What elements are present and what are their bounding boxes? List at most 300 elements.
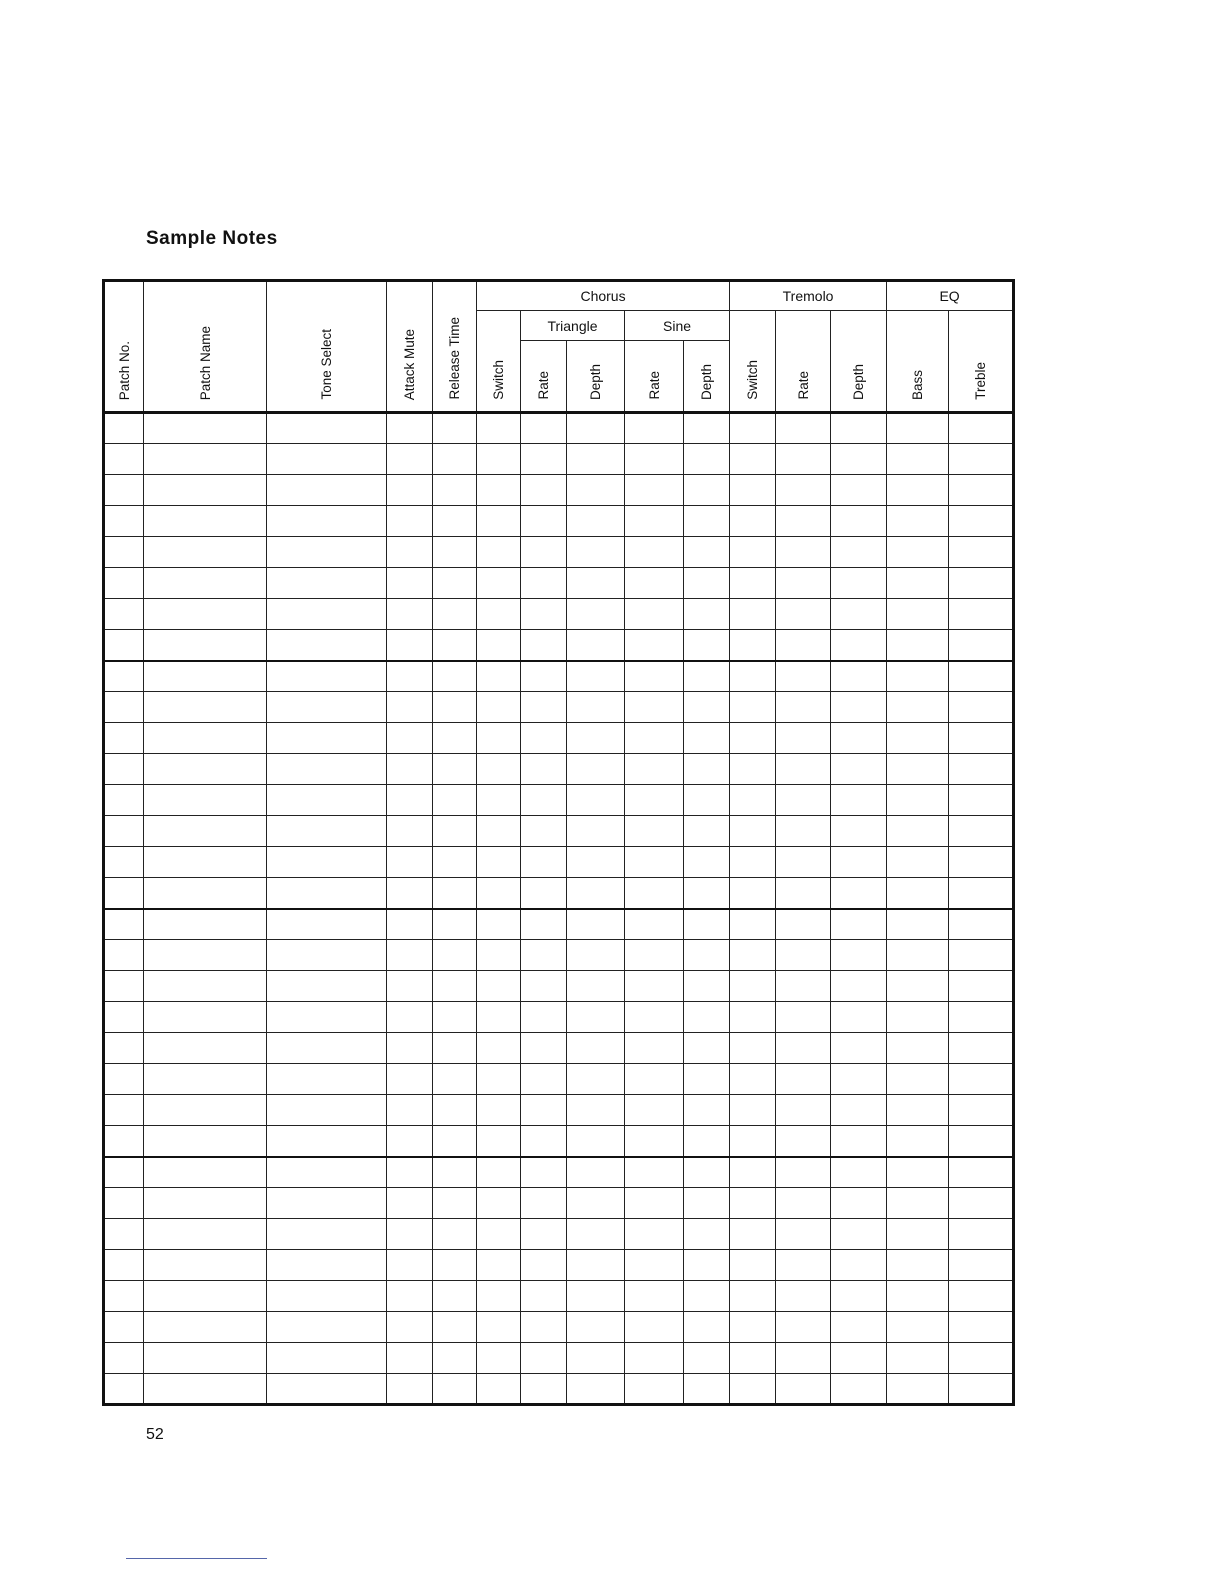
entry-cell[interactable]	[104, 692, 144, 723]
entry-cell[interactable]	[144, 599, 267, 630]
entry-cell[interactable]	[730, 1188, 776, 1219]
entry-cell[interactable]	[730, 599, 776, 630]
entry-cell[interactable]	[831, 1002, 887, 1033]
entry-cell[interactable]	[521, 754, 567, 785]
entry-cell[interactable]	[433, 1188, 477, 1219]
entry-cell[interactable]	[144, 537, 267, 568]
entry-cell[interactable]	[567, 537, 625, 568]
entry-cell[interactable]	[831, 940, 887, 971]
entry-cell[interactable]	[625, 1281, 684, 1312]
entry-cell[interactable]	[625, 1343, 684, 1374]
entry-cell[interactable]	[521, 599, 567, 630]
entry-cell[interactable]	[684, 1374, 730, 1405]
entry-cell[interactable]	[521, 1157, 567, 1188]
entry-cell[interactable]	[433, 940, 477, 971]
entry-cell[interactable]	[387, 971, 433, 1002]
entry-cell[interactable]	[776, 568, 831, 599]
entry-cell[interactable]	[625, 413, 684, 444]
entry-cell[interactable]	[949, 785, 1014, 816]
entry-cell[interactable]	[144, 1219, 267, 1250]
entry-cell[interactable]	[477, 816, 521, 847]
entry-cell[interactable]	[477, 847, 521, 878]
entry-cell[interactable]	[684, 1033, 730, 1064]
entry-cell[interactable]	[831, 444, 887, 475]
entry-cell[interactable]	[144, 1033, 267, 1064]
entry-cell[interactable]	[949, 1095, 1014, 1126]
entry-cell[interactable]	[387, 506, 433, 537]
entry-cell[interactable]	[567, 692, 625, 723]
entry-cell[interactable]	[831, 599, 887, 630]
entry-cell[interactable]	[521, 971, 567, 1002]
entry-cell[interactable]	[521, 661, 567, 692]
entry-cell[interactable]	[684, 1250, 730, 1281]
entry-cell[interactable]	[521, 1312, 567, 1343]
entry-cell[interactable]	[521, 1033, 567, 1064]
entry-cell[interactable]	[625, 878, 684, 909]
entry-cell[interactable]	[521, 785, 567, 816]
entry-cell[interactable]	[625, 1064, 684, 1095]
entry-cell[interactable]	[104, 847, 144, 878]
entry-cell[interactable]	[144, 475, 267, 506]
entry-cell[interactable]	[831, 878, 887, 909]
entry-cell[interactable]	[567, 1064, 625, 1095]
entry-cell[interactable]	[776, 1281, 831, 1312]
entry-cell[interactable]	[567, 1095, 625, 1126]
entry-cell[interactable]	[684, 506, 730, 537]
entry-cell[interactable]	[387, 568, 433, 599]
entry-cell[interactable]	[831, 785, 887, 816]
entry-cell[interactable]	[433, 599, 477, 630]
entry-cell[interactable]	[949, 1002, 1014, 1033]
entry-cell[interactable]	[433, 1374, 477, 1405]
entry-cell[interactable]	[387, 1002, 433, 1033]
entry-cell[interactable]	[949, 909, 1014, 940]
entry-cell[interactable]	[433, 785, 477, 816]
entry-cell[interactable]	[104, 413, 144, 444]
entry-cell[interactable]	[625, 599, 684, 630]
entry-cell[interactable]	[625, 475, 684, 506]
entry-cell[interactable]	[730, 1002, 776, 1033]
entry-cell[interactable]	[267, 630, 387, 661]
entry-cell[interactable]	[521, 909, 567, 940]
entry-cell[interactable]	[387, 1064, 433, 1095]
entry-cell[interactable]	[477, 909, 521, 940]
entry-cell[interactable]	[477, 1033, 521, 1064]
entry-cell[interactable]	[387, 754, 433, 785]
entry-cell[interactable]	[684, 1064, 730, 1095]
entry-cell[interactable]	[625, 630, 684, 661]
entry-cell[interactable]	[104, 1064, 144, 1095]
entry-cell[interactable]	[887, 1033, 949, 1064]
entry-cell[interactable]	[477, 661, 521, 692]
entry-cell[interactable]	[433, 878, 477, 909]
entry-cell[interactable]	[477, 475, 521, 506]
entry-cell[interactable]	[387, 785, 433, 816]
entry-cell[interactable]	[104, 1312, 144, 1343]
entry-cell[interactable]	[776, 1312, 831, 1343]
entry-cell[interactable]	[887, 1095, 949, 1126]
entry-cell[interactable]	[684, 568, 730, 599]
entry-cell[interactable]	[730, 1250, 776, 1281]
entry-cell[interactable]	[684, 785, 730, 816]
entry-cell[interactable]	[776, 785, 831, 816]
entry-cell[interactable]	[776, 444, 831, 475]
entry-cell[interactable]	[267, 1374, 387, 1405]
entry-cell[interactable]	[567, 1188, 625, 1219]
entry-cell[interactable]	[104, 1033, 144, 1064]
entry-cell[interactable]	[387, 878, 433, 909]
entry-cell[interactable]	[521, 1002, 567, 1033]
entry-cell[interactable]	[625, 692, 684, 723]
entry-cell[interactable]	[477, 1188, 521, 1219]
entry-cell[interactable]	[949, 940, 1014, 971]
entry-cell[interactable]	[567, 723, 625, 754]
entry-cell[interactable]	[387, 1343, 433, 1374]
entry-cell[interactable]	[730, 568, 776, 599]
entry-cell[interactable]	[684, 599, 730, 630]
entry-cell[interactable]	[831, 1374, 887, 1405]
entry-cell[interactable]	[684, 444, 730, 475]
entry-cell[interactable]	[387, 940, 433, 971]
entry-cell[interactable]	[776, 1374, 831, 1405]
entry-cell[interactable]	[433, 1312, 477, 1343]
entry-cell[interactable]	[730, 785, 776, 816]
entry-cell[interactable]	[887, 475, 949, 506]
entry-cell[interactable]	[477, 692, 521, 723]
entry-cell[interactable]	[831, 1312, 887, 1343]
entry-cell[interactable]	[567, 413, 625, 444]
entry-cell[interactable]	[684, 413, 730, 444]
entry-cell[interactable]	[776, 723, 831, 754]
entry-cell[interactable]	[477, 1343, 521, 1374]
entry-cell[interactable]	[477, 754, 521, 785]
entry-cell[interactable]	[267, 1157, 387, 1188]
entry-cell[interactable]	[730, 413, 776, 444]
entry-cell[interactable]	[104, 444, 144, 475]
entry-cell[interactable]	[831, 1095, 887, 1126]
entry-cell[interactable]	[477, 723, 521, 754]
entry-cell[interactable]	[477, 1219, 521, 1250]
entry-cell[interactable]	[267, 692, 387, 723]
entry-cell[interactable]	[831, 692, 887, 723]
entry-cell[interactable]	[104, 1281, 144, 1312]
entry-cell[interactable]	[949, 754, 1014, 785]
entry-cell[interactable]	[730, 1033, 776, 1064]
entry-cell[interactable]	[567, 1219, 625, 1250]
entry-cell[interactable]	[433, 909, 477, 940]
entry-cell[interactable]	[104, 1188, 144, 1219]
entry-cell[interactable]	[887, 754, 949, 785]
entry-cell[interactable]	[730, 1343, 776, 1374]
entry-cell[interactable]	[144, 568, 267, 599]
entry-cell[interactable]	[831, 1126, 887, 1157]
entry-cell[interactable]	[831, 506, 887, 537]
entry-cell[interactable]	[776, 1033, 831, 1064]
entry-cell[interactable]	[144, 1374, 267, 1405]
entry-cell[interactable]	[433, 661, 477, 692]
entry-cell[interactable]	[831, 537, 887, 568]
entry-cell[interactable]	[625, 661, 684, 692]
entry-cell[interactable]	[477, 1002, 521, 1033]
entry-cell[interactable]	[104, 506, 144, 537]
entry-cell[interactable]	[887, 661, 949, 692]
entry-cell[interactable]	[730, 847, 776, 878]
entry-cell[interactable]	[477, 537, 521, 568]
entry-cell[interactable]	[684, 1095, 730, 1126]
entry-cell[interactable]	[433, 444, 477, 475]
entry-cell[interactable]	[831, 1343, 887, 1374]
entry-cell[interactable]	[267, 1033, 387, 1064]
entry-cell[interactable]	[104, 1219, 144, 1250]
entry-cell[interactable]	[831, 630, 887, 661]
entry-cell[interactable]	[684, 537, 730, 568]
entry-cell[interactable]	[831, 816, 887, 847]
entry-cell[interactable]	[730, 1095, 776, 1126]
entry-cell[interactable]	[477, 1374, 521, 1405]
entry-cell[interactable]	[267, 475, 387, 506]
entry-cell[interactable]	[521, 413, 567, 444]
entry-cell[interactable]	[387, 723, 433, 754]
entry-cell[interactable]	[730, 723, 776, 754]
entry-cell[interactable]	[887, 568, 949, 599]
entry-cell[interactable]	[104, 475, 144, 506]
entry-cell[interactable]	[387, 909, 433, 940]
entry-cell[interactable]	[949, 723, 1014, 754]
entry-cell[interactable]	[625, 1157, 684, 1188]
entry-cell[interactable]	[433, 971, 477, 1002]
entry-cell[interactable]	[144, 940, 267, 971]
entry-cell[interactable]	[730, 878, 776, 909]
entry-cell[interactable]	[267, 1343, 387, 1374]
entry-cell[interactable]	[831, 909, 887, 940]
entry-cell[interactable]	[433, 1250, 477, 1281]
entry-cell[interactable]	[387, 1033, 433, 1064]
entry-cell[interactable]	[831, 723, 887, 754]
entry-cell[interactable]	[625, 506, 684, 537]
entry-cell[interactable]	[684, 1219, 730, 1250]
entry-cell[interactable]	[625, 909, 684, 940]
entry-cell[interactable]	[776, 940, 831, 971]
entry-cell[interactable]	[887, 785, 949, 816]
entry-cell[interactable]	[104, 537, 144, 568]
entry-cell[interactable]	[387, 1095, 433, 1126]
entry-cell[interactable]	[887, 1250, 949, 1281]
entry-cell[interactable]	[144, 1126, 267, 1157]
entry-cell[interactable]	[521, 444, 567, 475]
entry-cell[interactable]	[625, 1188, 684, 1219]
entry-cell[interactable]	[521, 1095, 567, 1126]
entry-cell[interactable]	[776, 661, 831, 692]
entry-cell[interactable]	[949, 537, 1014, 568]
entry-cell[interactable]	[387, 1126, 433, 1157]
entry-cell[interactable]	[104, 1374, 144, 1405]
entry-cell[interactable]	[433, 1002, 477, 1033]
entry-cell[interactable]	[831, 1281, 887, 1312]
entry-cell[interactable]	[433, 537, 477, 568]
entry-cell[interactable]	[949, 506, 1014, 537]
entry-cell[interactable]	[567, 661, 625, 692]
entry-cell[interactable]	[887, 599, 949, 630]
entry-cell[interactable]	[104, 1343, 144, 1374]
entry-cell[interactable]	[887, 506, 949, 537]
entry-cell[interactable]	[776, 475, 831, 506]
entry-cell[interactable]	[477, 971, 521, 1002]
entry-cell[interactable]	[567, 816, 625, 847]
entry-cell[interactable]	[949, 1281, 1014, 1312]
entry-cell[interactable]	[433, 1219, 477, 1250]
entry-cell[interactable]	[477, 599, 521, 630]
entry-cell[interactable]	[144, 1095, 267, 1126]
entry-cell[interactable]	[567, 1002, 625, 1033]
entry-cell[interactable]	[144, 723, 267, 754]
entry-cell[interactable]	[887, 1281, 949, 1312]
entry-cell[interactable]	[477, 568, 521, 599]
entry-cell[interactable]	[267, 661, 387, 692]
entry-cell[interactable]	[887, 878, 949, 909]
entry-cell[interactable]	[267, 1312, 387, 1343]
entry-cell[interactable]	[730, 1374, 776, 1405]
entry-cell[interactable]	[267, 599, 387, 630]
entry-cell[interactable]	[267, 971, 387, 1002]
entry-cell[interactable]	[267, 568, 387, 599]
entry-cell[interactable]	[776, 909, 831, 940]
entry-cell[interactable]	[104, 599, 144, 630]
entry-cell[interactable]	[887, 1126, 949, 1157]
entry-cell[interactable]	[521, 568, 567, 599]
entry-cell[interactable]	[521, 1219, 567, 1250]
entry-cell[interactable]	[949, 1126, 1014, 1157]
entry-cell[interactable]	[949, 1064, 1014, 1095]
entry-cell[interactable]	[521, 723, 567, 754]
entry-cell[interactable]	[949, 1343, 1014, 1374]
entry-cell[interactable]	[267, 940, 387, 971]
entry-cell[interactable]	[267, 1188, 387, 1219]
entry-cell[interactable]	[887, 971, 949, 1002]
entry-cell[interactable]	[387, 1188, 433, 1219]
entry-cell[interactable]	[949, 568, 1014, 599]
entry-cell[interactable]	[887, 630, 949, 661]
entry-cell[interactable]	[521, 630, 567, 661]
entry-cell[interactable]	[433, 754, 477, 785]
entry-cell[interactable]	[521, 816, 567, 847]
entry-cell[interactable]	[730, 630, 776, 661]
entry-cell[interactable]	[433, 1157, 477, 1188]
entry-cell[interactable]	[267, 1002, 387, 1033]
entry-cell[interactable]	[267, 1219, 387, 1250]
entry-cell[interactable]	[567, 1126, 625, 1157]
entry-cell[interactable]	[521, 1374, 567, 1405]
entry-cell[interactable]	[477, 1126, 521, 1157]
entry-cell[interactable]	[521, 1188, 567, 1219]
entry-cell[interactable]	[625, 940, 684, 971]
entry-cell[interactable]	[831, 971, 887, 1002]
entry-cell[interactable]	[433, 413, 477, 444]
entry-cell[interactable]	[684, 723, 730, 754]
entry-cell[interactable]	[144, 1064, 267, 1095]
entry-cell[interactable]	[949, 413, 1014, 444]
entry-cell[interactable]	[387, 1250, 433, 1281]
entry-cell[interactable]	[625, 816, 684, 847]
entry-cell[interactable]	[387, 1157, 433, 1188]
entry-cell[interactable]	[521, 506, 567, 537]
entry-cell[interactable]	[776, 413, 831, 444]
entry-cell[interactable]	[684, 1126, 730, 1157]
entry-cell[interactable]	[567, 878, 625, 909]
entry-cell[interactable]	[144, 1312, 267, 1343]
entry-cell[interactable]	[949, 971, 1014, 1002]
entry-cell[interactable]	[949, 1157, 1014, 1188]
entry-cell[interactable]	[831, 1250, 887, 1281]
entry-cell[interactable]	[567, 1374, 625, 1405]
entry-cell[interactable]	[831, 1188, 887, 1219]
entry-cell[interactable]	[387, 537, 433, 568]
entry-cell[interactable]	[949, 444, 1014, 475]
entry-cell[interactable]	[887, 1157, 949, 1188]
entry-cell[interactable]	[267, 1281, 387, 1312]
entry-cell[interactable]	[567, 1033, 625, 1064]
entry-cell[interactable]	[887, 1374, 949, 1405]
entry-cell[interactable]	[625, 568, 684, 599]
entry-cell[interactable]	[625, 1312, 684, 1343]
entry-cell[interactable]	[477, 1157, 521, 1188]
entry-cell[interactable]	[567, 847, 625, 878]
entry-cell[interactable]	[433, 816, 477, 847]
entry-cell[interactable]	[831, 568, 887, 599]
entry-cell[interactable]	[831, 1033, 887, 1064]
entry-cell[interactable]	[433, 723, 477, 754]
entry-cell[interactable]	[144, 630, 267, 661]
entry-cell[interactable]	[433, 506, 477, 537]
entry-cell[interactable]	[567, 630, 625, 661]
entry-cell[interactable]	[730, 692, 776, 723]
entry-cell[interactable]	[567, 475, 625, 506]
entry-cell[interactable]	[144, 692, 267, 723]
entry-cell[interactable]	[433, 1343, 477, 1374]
entry-cell[interactable]	[831, 847, 887, 878]
entry-cell[interactable]	[730, 816, 776, 847]
entry-cell[interactable]	[433, 568, 477, 599]
entry-cell[interactable]	[567, 1250, 625, 1281]
entry-cell[interactable]	[387, 630, 433, 661]
entry-cell[interactable]	[776, 537, 831, 568]
entry-cell[interactable]	[776, 692, 831, 723]
entry-cell[interactable]	[887, 723, 949, 754]
entry-cell[interactable]	[831, 661, 887, 692]
entry-cell[interactable]	[776, 1157, 831, 1188]
entry-cell[interactable]	[104, 568, 144, 599]
entry-cell[interactable]	[949, 878, 1014, 909]
entry-cell[interactable]	[776, 816, 831, 847]
entry-cell[interactable]	[625, 1033, 684, 1064]
entry-cell[interactable]	[521, 847, 567, 878]
entry-cell[interactable]	[776, 1219, 831, 1250]
entry-cell[interactable]	[776, 1250, 831, 1281]
entry-cell[interactable]	[730, 444, 776, 475]
entry-cell[interactable]	[567, 1281, 625, 1312]
entry-cell[interactable]	[776, 878, 831, 909]
entry-cell[interactable]	[144, 1188, 267, 1219]
entry-cell[interactable]	[887, 847, 949, 878]
entry-cell[interactable]	[567, 754, 625, 785]
entry-cell[interactable]	[776, 1343, 831, 1374]
entry-cell[interactable]	[625, 1126, 684, 1157]
entry-cell[interactable]	[684, 1312, 730, 1343]
entry-cell[interactable]	[831, 754, 887, 785]
entry-cell[interactable]	[477, 940, 521, 971]
entry-cell[interactable]	[684, 692, 730, 723]
entry-cell[interactable]	[104, 785, 144, 816]
entry-cell[interactable]	[567, 444, 625, 475]
